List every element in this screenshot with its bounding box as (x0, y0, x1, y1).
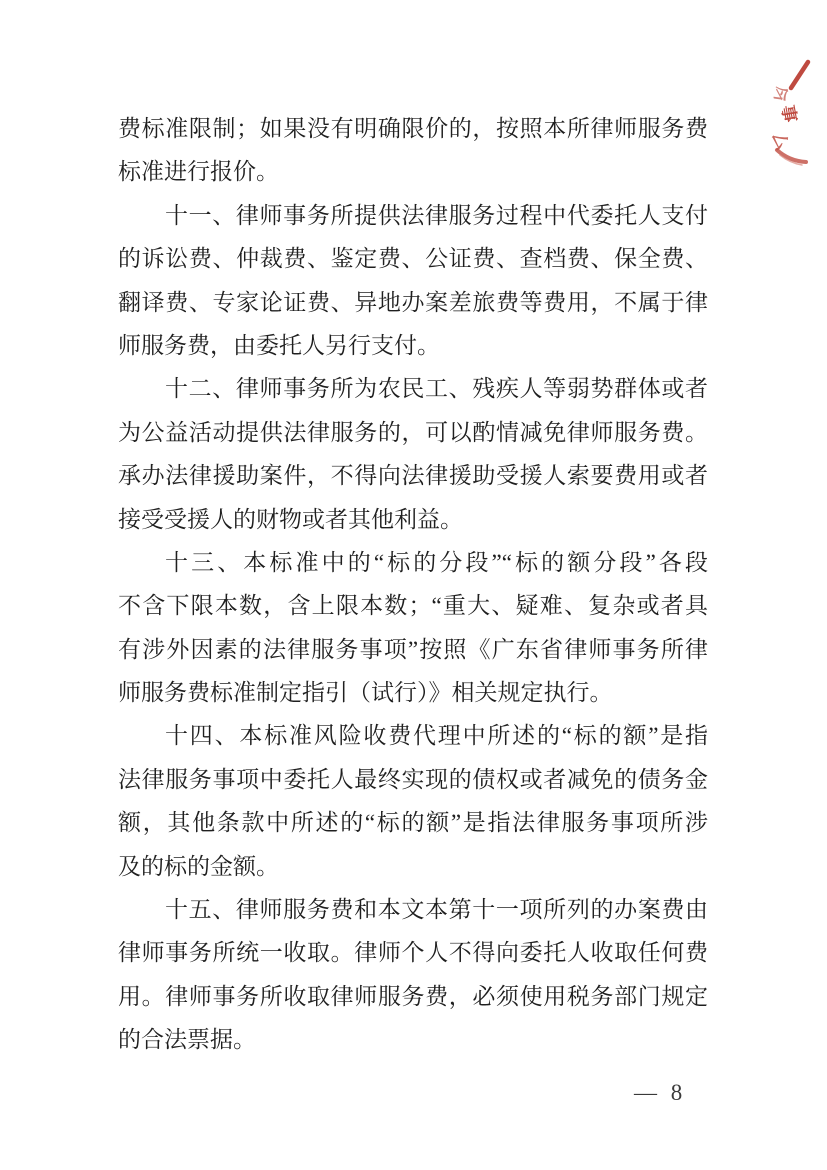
text-line: 师服务费，由委托人另行支付。 (118, 332, 440, 358)
page-number: — 8 (634, 1080, 687, 1105)
seal-rim-bottom (777, 150, 806, 162)
text-line: 法律服务事项中委托人最终实现的债权或者减免的债务金 (118, 766, 708, 792)
seal-rim-top (791, 62, 808, 88)
seal-character-middle: 事 (777, 103, 800, 124)
body-text (118, 107, 708, 1062)
text-line: 费标准限制；如果没有明确限价的，按照本所律师服务费 (118, 116, 708, 141)
text-line: 十一、律师事务所提供法律服务过程中代委托人支付 (165, 202, 708, 228)
text-line: 有涉外因素的法律服务事项”按照《广东省律师事务所律 (118, 636, 708, 662)
text-line: 接受受援人的财物或者其他利益。 (118, 506, 463, 532)
text-line: 承办法律援助案件，不得向法律援助受援人索要费用或者 (118, 463, 708, 489)
text-line: 的诉讼费、仲裁费、鉴定费、公证费、查档费、保全费、 (118, 246, 708, 272)
text-line: 师服务费标准制定指引（试行）》相关规定执行。 (118, 680, 613, 706)
text-line: 不含下限本数，含上限本数；“重大、疑难、复杂或者具 (118, 593, 708, 619)
text-line: 十二、律师事务所为农民工、残疾人等弱势群体或者 (165, 376, 708, 402)
text-line: 十三、本标准中的“标的分段”“标的额分段”各段 (165, 549, 708, 575)
seal-character-bottom: 厶 (768, 129, 792, 153)
text-line: 十五、律师服务费和本文本第十一项所列的办案费由 (165, 897, 708, 923)
seal-rim-texture (780, 155, 802, 165)
red-seal-fragment (764, 58, 827, 176)
text-line: 为公益活动提供法律服务的，可以酌情减免律师服务费。 (118, 419, 708, 445)
text-line: 律师事务所统一收取。律师个人不得向委托人收取任何费 (118, 940, 708, 966)
text-line: 的合法票据。 (118, 1027, 256, 1053)
text-line: 用。律师事务所收取律师服务费，必须使用税务部门规定 (118, 983, 708, 1009)
text-line: 十四、本标准风险收费代理中所述的“标的额”是指 (165, 723, 708, 749)
seal-character-top: 今 (767, 82, 793, 107)
text-line: 标准进行报价。 (118, 159, 279, 185)
text-line: 及的标的金额。 (118, 853, 279, 879)
text-line: 额，其他条款中所述的“标的额”是指法律服务事项所涉 (118, 810, 708, 836)
text-line: 翻译费、专家论证费、异地办案差旅费等费用，不属于律 (118, 289, 708, 315)
